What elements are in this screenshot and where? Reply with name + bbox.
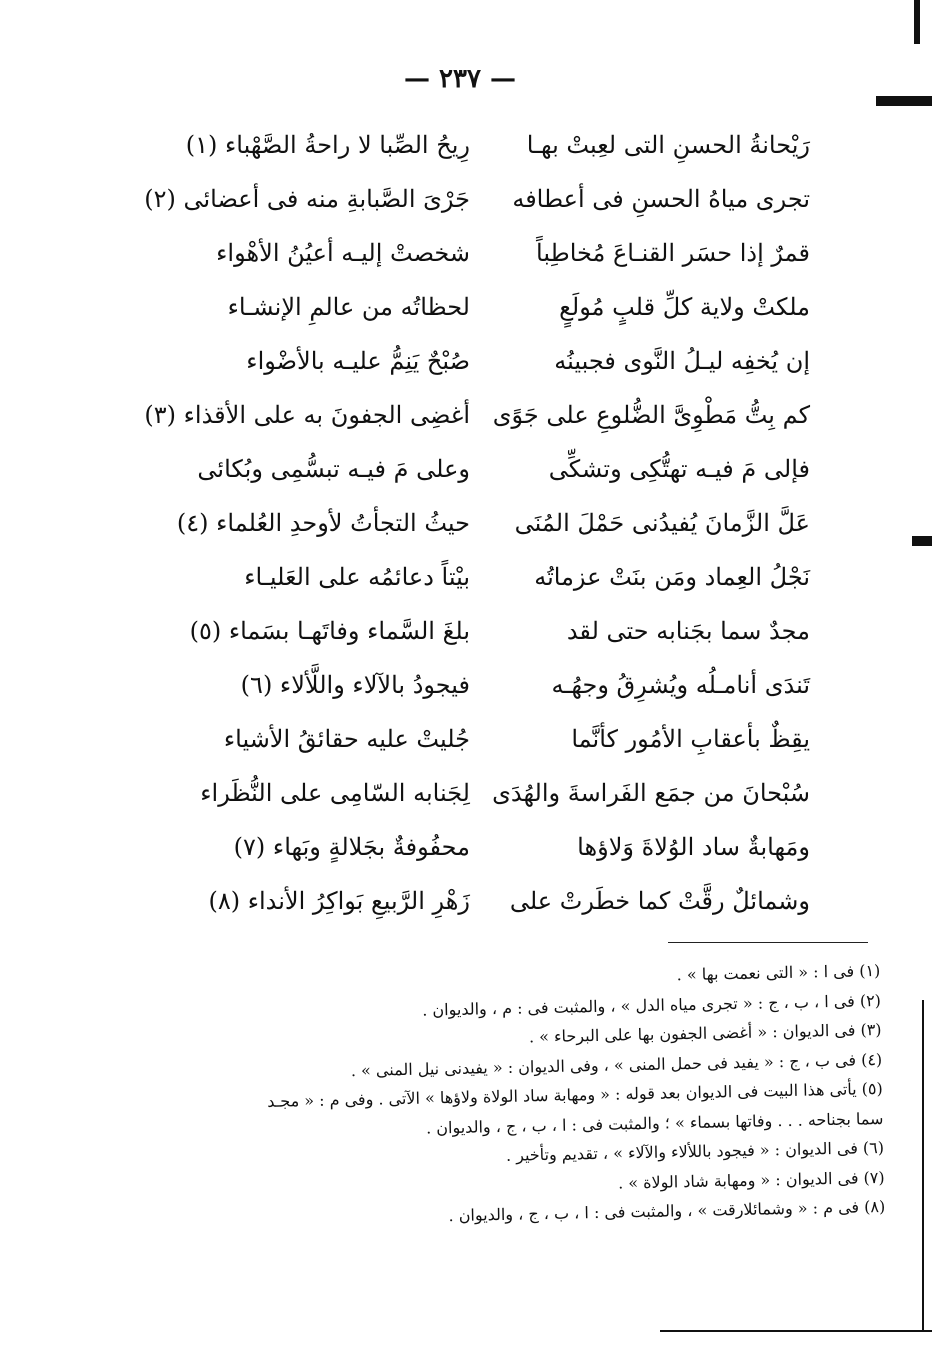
verse-first-hemistich: قمرٌ إذا حسَر القنـاعَ مُخاطِباً <box>536 239 810 267</box>
verse <box>110 766 810 820</box>
verse-second-hemistich: حيثُ التجأتُ لأوحدِ العُلماء (٤) <box>176 509 470 537</box>
verse-second-hemistich: زَهْرِ الرَّبيعِ بَواكِرُ الأنداء (٨) <box>208 887 470 915</box>
footnotes <box>120 956 885 1237</box>
verse-second-hemistich: محفُوفةٌ بجَلالةٍ وبَهاء (٧) <box>233 833 470 861</box>
footnote: (٤) فى ب ، ج : « يفيد فى حمل المنى » ، وفى الديوان : « يفيدنى نيل المنى » . <box>350 1049 883 1080</box>
verse-second-hemistich: جَرْىَ الصَّبابةِ منه فى أعضائى (٢) <box>144 185 470 213</box>
verse <box>110 226 810 280</box>
verse-first-hemistich: فإلى مَ فيـه تهتُّكِى وتشكِّى <box>548 455 810 483</box>
verse <box>110 280 810 334</box>
verse <box>110 442 810 496</box>
verse-second-hemistich: لحظاتُه من عالمِ الإنشـاء <box>227 293 470 321</box>
verse <box>110 658 810 712</box>
footnote: (٥) يأتى هذا البيت فى الديوان بعد قوله : « ومهابة ساد الولاة ولاؤها » الآتى . وفى م : « مجـد <box>267 1078 883 1111</box>
footnote-divider <box>668 942 868 943</box>
verse-second-hemistich: بلغَ السَّماء وفاتَهـا بسَماء (٥) <box>189 617 470 645</box>
verse <box>110 550 810 604</box>
verse-first-hemistich: سُبْحانَ من جمَع الفَراسةَ والهُدَى <box>492 779 810 807</box>
footnote: (٧) فى الديوان : « ومهابة شاد الولاة » . <box>617 1167 885 1193</box>
verse-second-hemistich: أغضِى الجفونَ به على الأقذاء (٣) <box>144 401 470 429</box>
footnote: (٣) فى الديوان : « أغضى الجفون بها على البرحاء » . <box>528 1019 882 1047</box>
verse <box>110 172 810 226</box>
scan-edge-mark <box>912 536 932 546</box>
verse-first-hemistich: نَجْلُ العِماد ومَن بنَتْ عزماتُه <box>534 563 810 591</box>
verse <box>110 874 810 928</box>
verse-second-hemistich: وعلى مَ فيـه تبسُّمِى وبُكائى <box>197 455 470 483</box>
footnote: (٨) فى م : « وشمائلارقت » ، والمثبت فى : ا ، ب ، ج ، والديوان . <box>448 1196 886 1226</box>
verse-first-hemistich: رَيْحانةُ الحسنِ التى لعِبتْ بهـا <box>526 131 810 159</box>
verse <box>110 118 810 172</box>
verse-first-hemistich: مجدٌ سما بجَنابه حتى لقد <box>566 617 810 645</box>
verse-first-hemistich: وشمائلٌ رقَّتْ كما خطَرتْ على <box>509 887 810 915</box>
verse-first-hemistich: يقِظٌ بأعقابِ الأمُور كأنَّما <box>571 725 810 753</box>
verse-second-hemistich: شخصتْ إليـه أعيُنُ الأهْواء <box>216 239 470 267</box>
verse <box>110 604 810 658</box>
verse-first-hemistich: كم بِتُّ مَطْوِىَّ الضُّلوعِ على جَوًى <box>492 401 810 429</box>
verse-second-hemistich: رِيحُ الصِّبا لا راحةُ الصَّهْباء (١) <box>185 131 470 159</box>
verse-first-hemistich: تَندَى أنامـلُه ويُشرِقُ وجهُـه <box>551 671 810 699</box>
verse <box>110 712 810 766</box>
verse-first-hemistich: إن يُخفِه ليـلُ النَّوى فجبينُه <box>554 347 810 375</box>
verse-first-hemistich: ملكتْ ولاية كلِّ قلبٍ مُولَعٍ <box>559 293 810 321</box>
footnote: (١) فى ا : « التى نعمت بها » . <box>676 960 881 985</box>
verse-second-hemistich: فيجودُ بالآلاء واللَّألاء (٦) <box>240 671 470 699</box>
verse <box>110 388 810 442</box>
scan-edge-mark <box>876 96 932 106</box>
scan-edge-mark <box>914 0 920 44</box>
verse-second-hemistich: بيْتاً دعائمُه على العَليـاء <box>244 563 470 591</box>
verse-first-hemistich: تجرى مياهُ الحسنِ فى أعطافه <box>512 185 810 213</box>
scan-edge-line <box>922 1000 924 1330</box>
verse <box>110 496 810 550</box>
verse-second-hemistich: جُليتْ عليه حقائقُ الأشياء <box>223 725 470 753</box>
verse-first-hemistich: ومَهابةٌ ساد الوُلاةَ وَلاؤها <box>577 833 810 861</box>
footnote-continuation: سما بجناحه . . . وفاتها بسماء » ؛ والمثبت فى : ا ، ب ، ج ، والديوان . <box>425 1108 884 1138</box>
verse <box>110 820 810 874</box>
footnote: (٦) فى الديوان : « فيجود باللألاء والآلاء » ، تقديم وتأخير . <box>505 1137 885 1165</box>
verse-second-hemistich: لِجَنابه السّامِى على النُّظَراء <box>200 779 470 807</box>
verse-first-hemistich: عَلَّ الزَّمانَ يُفيدُنى حَمْلَ المُنَى <box>514 509 810 537</box>
scan-edge-line <box>660 1330 932 1332</box>
poem <box>110 118 810 928</box>
footnote: (٢) فى ا ، ب ، ج : « تجرى مياه الدل » ، والمثبت فى : م ، والديوان . <box>422 990 882 1020</box>
verse <box>110 334 810 388</box>
page-number: — ٢٣٧ — <box>403 64 517 94</box>
verse-second-hemistich: صُبْحٌ يَنِمُّ عليـه بالأضْواء <box>246 347 470 375</box>
